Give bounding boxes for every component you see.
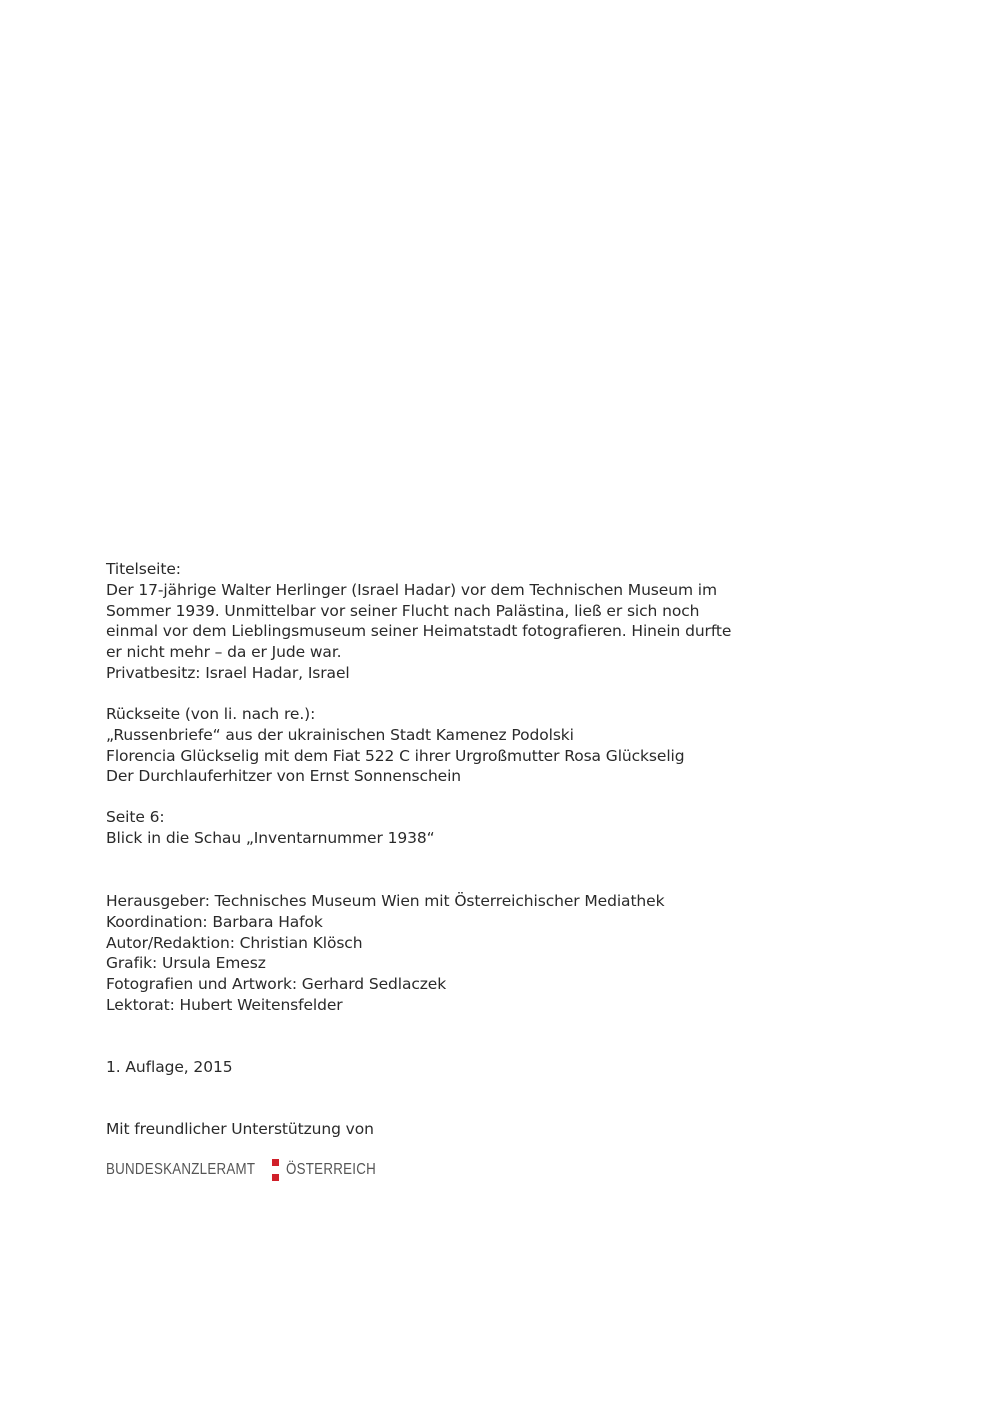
imprint-coordination: Koordination: Barbara Hafok [106, 912, 323, 931]
page6-caption [106, 807, 746, 849]
imprint-photos: Fotografien und Artwork: Gerhard Sedlaczek [106, 975, 447, 994]
back-caption-line: „Russenbriefe“ aus der ukrainischen Stadt Kamenez Podolski [106, 725, 574, 744]
back-caption-heading: Rückseite (von li. nach re.): [106, 705, 316, 723]
imprint-editing: Lektorat: Hubert Weitensfelder [106, 995, 343, 1014]
cover-caption [106, 559, 746, 684]
cover-caption-line: er nicht mehr – da er Jude war. [106, 643, 342, 662]
flag-stripe-red [272, 1159, 279, 1166]
imprint-design: Grafik: Ursula Emesz [106, 954, 266, 973]
flag-stripe-white [272, 1166, 279, 1173]
back-caption-line: Florencia Glückselig mit dem Fiat 522 C ihrer Urgroßmutter Rosa Glückselig [106, 746, 685, 765]
cover-caption-line: einmal vor dem Lieblingsmuseum seiner Heimatstadt fotografieren. Hinein durfte [106, 622, 732, 641]
imprint-author: Autor/Redaktion: Christian Klösch [106, 933, 363, 952]
cover-caption-credit: Privatbesitz: Israel Hadar, Israel [106, 663, 350, 682]
bundeskanzleramt-logo [106, 1158, 391, 1182]
support [106, 1119, 746, 1140]
back-caption [106, 704, 746, 787]
support-text: Mit freundlicher Unterstützung von [106, 1120, 374, 1138]
logo-right-text: ÖSTERREICH [286, 1161, 376, 1178]
page6-caption-heading: Seite 6: [106, 808, 165, 826]
cover-caption-line: Sommer 1939. Unmittelbar vor seiner Flucht nach Palästina, ließ er sich noch [106, 601, 700, 620]
cover-caption-heading: Titelseite: [106, 560, 181, 578]
logo-left-text: BUNDESKANZLERAMT [106, 1161, 256, 1178]
imprint [106, 891, 746, 1016]
edition [106, 1057, 746, 1078]
imprint-publisher: Herausgeber: Technisches Museum Wien mit Österreichischer Mediathek [106, 892, 665, 910]
cover-caption-line: Der 17-jährige Walter Herlinger (Israel Hadar) vor dem Technischen Museum im [106, 580, 717, 599]
austrian-flag-icon [272, 1159, 279, 1181]
back-caption-line: Der Durchlauferhitzer von Ernst Sonnenschein [106, 767, 462, 786]
page6-caption-line: Blick in die Schau „Inventarnummer 1938“ [106, 828, 435, 847]
flag-stripe-red [272, 1174, 279, 1181]
edition-text: 1. Auflage, 2015 [106, 1058, 233, 1076]
